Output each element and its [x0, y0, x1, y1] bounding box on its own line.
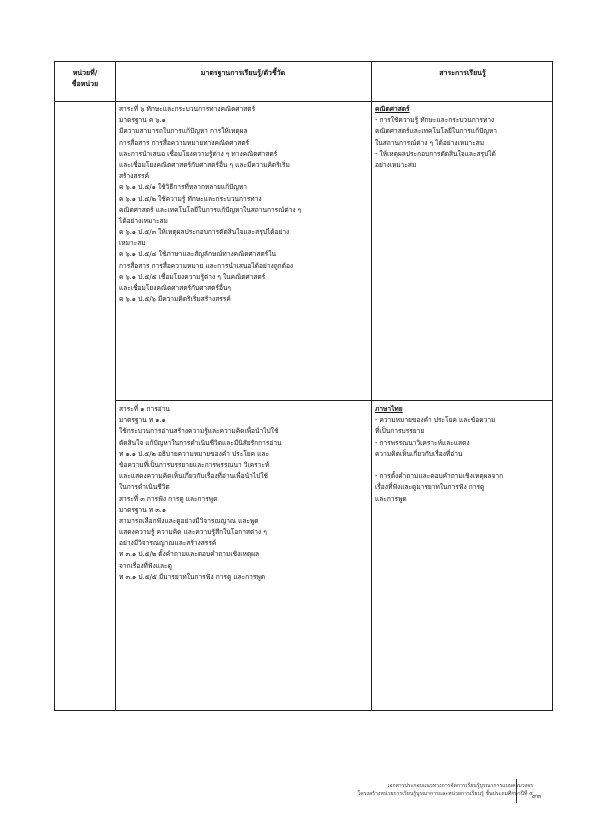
- text-line: จากเรื่องที่ฟังและดู: [119, 561, 172, 570]
- text-line: - ให้เหตุผลประกอบการตัดสินใจและสรุปได้: [375, 149, 496, 158]
- text-line: แสดงความรู้ ความคิด และความรู้สึกในโอกาสต่าง ๆ: [119, 528, 267, 537]
- text-line: อย่างมีวิจารณญาณและสร้างสรรค์: [119, 539, 217, 548]
- footer-divider: [516, 779, 517, 803]
- header-standards: มาตรฐานการเรียนรู้/ตัวชี้วัด: [200, 69, 286, 77]
- row2-standards: [119, 404, 282, 583]
- text-line: สาระที่ ๖ ทักษะและกระบวนการทางคณิตศาสตร์: [119, 105, 256, 113]
- header-unit: หน่วยที่/ ชื่อหน่วย: [71, 69, 99, 88]
- text-line: [375, 460, 503, 471]
- column-divider: [115, 62, 116, 710]
- text-line: ได้อย่างเหมาะสม: [119, 216, 168, 225]
- text-line: คณิตศาสตร์และเทคโนโลยีในการแก้ปัญหา: [375, 127, 497, 136]
- text-line: ท ๑.๑ ป.๕/๒ อธิบายความหมายของคำ ประโยค และ: [119, 449, 270, 458]
- text-line: ค ๖.๑ ป.๕/๕ เชื่อมโยงความรู้ต่าง ๆ ในคณิตศาสตร์: [119, 272, 266, 281]
- text-line: มาตรฐาน ค ๖.๑: [119, 116, 166, 125]
- text-line: - การใช้ความรู้ ทักษะและกระบวนการทาง: [375, 116, 495, 125]
- header-row-divider: [55, 101, 552, 102]
- text-line: สามารถเลือกฟังและดูอย่างมีวิจารณญาณ และพูด: [119, 516, 259, 525]
- text-line: มีความสามารถในการแก้ปัญหา การให้เหตุผล: [119, 127, 248, 136]
- row2-content: [375, 404, 503, 505]
- text-line: และเชื่อมโยงคณิตศาสตร์กับศาสตร์อื่น ๆ และมีความคิดริเริ่ม: [119, 160, 290, 169]
- text-line: - การพรรณนาวิเคราะห์และแสดง: [375, 438, 470, 447]
- text-line: สาระที่ ๑ การอ่าน: [119, 405, 170, 413]
- page-footer: [357, 782, 533, 798]
- text-line: และการพูด: [375, 494, 407, 503]
- text-line: - ความหมายของคำ ประโยค และข้อความ: [375, 416, 496, 425]
- text-line: ที่เป็นการบรรยาย: [375, 427, 425, 436]
- row1-standards: [119, 104, 301, 305]
- text-line: มาตรฐาน ท ๓.๑: [119, 505, 167, 514]
- footer-line-1: เอกสารประกอบแนวทางการจัดการเรียนรู้บูรณาการแบบครบวงจร: [387, 783, 533, 789]
- text-line: ตัดสินใจ แก้ปัญหาในการดำเนินชีวิตและมีนิสัยรักการอ่าน: [119, 438, 282, 447]
- text-line: ท ๓.๑ ป.๕/๕ มีมารยาทในการฟัง การดู และการพูด: [119, 572, 266, 581]
- text-line: ค ๖.๑ ป.๕/๔ ใช้ภาษาและสัญลักษณ์ทางคณิตศาสตร์ใน: [119, 250, 276, 259]
- text-line: อย่างเหมาะสม: [375, 160, 417, 169]
- row1-content: [375, 104, 497, 171]
- text-line: มาตรฐาน ท ๑.๑: [119, 416, 166, 425]
- header-content: สาระการเรียนรู้: [439, 69, 486, 77]
- text-line: และแสดงความคิดเห็นเกี่ยวกับเรื่องที่อ่านเพื่อนำไปใช้: [119, 472, 269, 481]
- text-line: คณิตศาสตร์ และเทคโนโลยีในการแก้ปัญหาในสถานการณ์ต่าง ๆ: [119, 205, 302, 214]
- text-line: สาระที่ ๓ การฟัง การดู และการพูด: [119, 494, 218, 503]
- text-line: และการนำเสนอ เชื่อมโยงความรู้ต่าง ๆ ทางคณิตศาสตร์: [119, 149, 278, 158]
- text-line: ท ๓.๑ ป.๕/๒ ตั้งคำถามและตอบคำถามเชิงเหตุผล: [119, 550, 260, 559]
- page-number: ๙๓: [532, 792, 542, 800]
- curriculum-table: [54, 61, 553, 711]
- text-line: การสื่อสาร การสื่อความหมาย และการนำเสนอได้อย่างถูกต้อง: [119, 261, 294, 270]
- text-line: - การตั้งคำถามและตอบคำถามเชิงเหตุผลจาก: [375, 472, 504, 481]
- text-line: ในสถานการณ์ต่าง ๆ ได้อย่างเหมาะสม: [375, 138, 485, 147]
- footer-line-2: โครงสร้างหน่วยการเรียนรู้บูรณาการและหน่วยการเรียนรู้ ชั้นประถมศึกษาปีที่ ๕: [357, 791, 533, 797]
- row-divider: [115, 400, 552, 401]
- text-line: ความคิดเห็นเกี่ยวกับเรื่องที่อ่าน: [375, 449, 463, 458]
- text-line: การสื่อสาร การสื่อความหมายทางคณิตศาสตร์: [119, 138, 250, 147]
- text-line: สร้างสรรค์: [119, 172, 150, 181]
- text-line: เหมาะสม: [119, 239, 146, 248]
- text-line: ค ๖.๑ ป.๕/๓ ให้เหตุผลประกอบการตัดสินใจและสรุปได้อย่าง: [119, 228, 290, 237]
- text-line: ค ๖.๑ ป.๕/๖ มีความคิดริเริ่มสร้างสรรค์: [119, 295, 231, 304]
- column-divider: [371, 62, 372, 710]
- text-line: ค ๖.๑ ป.๕/๒ ใช้ความรู้ ทักษะและกระบวนการทาง: [119, 194, 262, 203]
- text-line: เรื่องที่ฟังและดูมารยาทในการฟัง การดู: [375, 483, 485, 492]
- text-line: ใช้กระบวนการอ่านสร้างความรู้และความคิดเพื่อนำไปใช้: [119, 427, 279, 436]
- text-line: ค ๖.๑ ป.๕/๑ ใช้วิธีการที่หลากหลายแก้ปัญหา: [119, 183, 247, 192]
- text-line: คณิตศาสตร์: [375, 105, 410, 113]
- text-line: ในการดำเนินชีวิต: [119, 483, 170, 492]
- text-line: และเชื่อมโยงคณิตศาสตร์กับศาสตร์อื่นๆ: [119, 284, 231, 292]
- text-line: ข้อความที่เป็นการบรรยายและการพรรณนา วิเคราะห์: [119, 460, 270, 469]
- text-line: ภาษาไทย: [375, 405, 403, 413]
